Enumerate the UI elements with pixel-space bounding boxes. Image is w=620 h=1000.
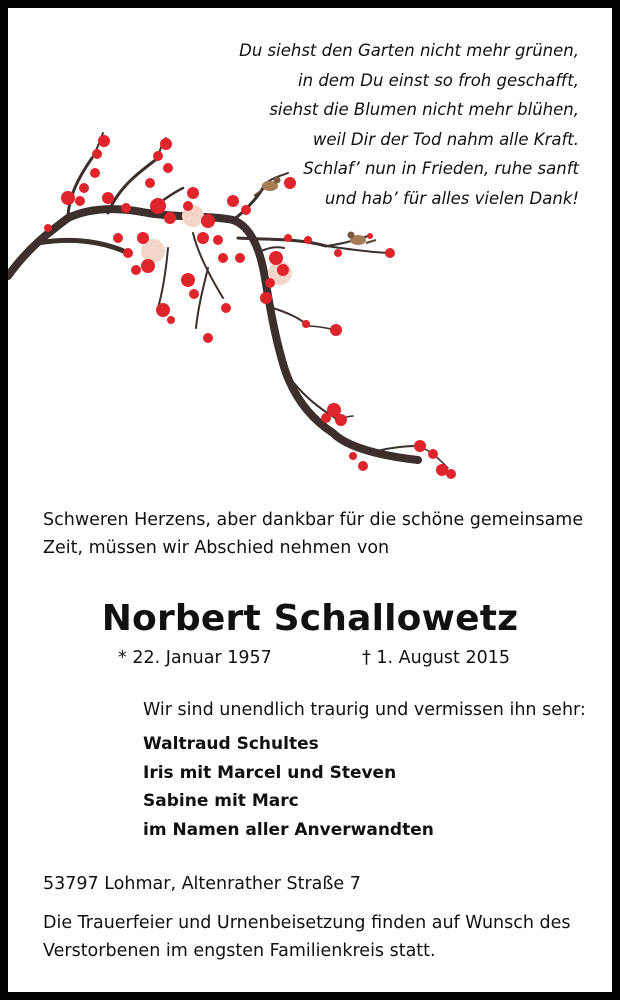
family-member: Sabine mit Marc	[143, 791, 299, 812]
poem-line: in dem Du einst so froh geschafft,	[298, 70, 579, 90]
deceased-name: Norbert Schallowetz	[101, 598, 519, 639]
family-member: Iris mit Marcel und Steven	[143, 762, 397, 783]
poem-line: Schlaf’ nun in Frieden, ruhe sanft	[303, 159, 579, 178]
intro-text	[43, 506, 603, 562]
service-note	[43, 909, 603, 965]
poem-line: und hab’ für alles vielen Dank!	[324, 188, 579, 208]
poem-line: weil Dir der Tod nahm alle Kraft.	[312, 129, 579, 149]
blossom-branch-illustration	[8, 118, 478, 488]
family-member: im Namen aller Anverwandten	[143, 820, 434, 841]
service-line: Die Trauerfeier und Urnenbeisetzung finden auf Wunsch des	[43, 913, 571, 933]
mourning-text: Wir sind unendlich traurig und vermissen ihn sehr:	[143, 700, 586, 720]
intro-line: Schweren Herzens, aber dankbar für die schöne gemeinsame	[43, 510, 584, 530]
bird-icon	[254, 177, 281, 197]
birth-date: * 22. Januar 1957	[118, 648, 272, 668]
family-list	[143, 730, 434, 845]
family-member: Waltraud Schultes	[143, 734, 319, 754]
death-date: † 1. August 2015	[362, 648, 510, 668]
obituary-card	[8, 8, 612, 992]
service-line: Verstorbenen im engsten Familienkreis statt.	[43, 941, 436, 961]
intro-line: Zeit, müssen wir Abschied nehmen von	[43, 538, 390, 558]
poem-line: siehst die Blumen nicht mehr blühen,	[269, 100, 579, 119]
poem-line: Du siehst den Garten nicht mehr grünen,	[239, 41, 579, 60]
address: 53797 Lohmar, Altenrather Straße 7	[43, 874, 361, 894]
